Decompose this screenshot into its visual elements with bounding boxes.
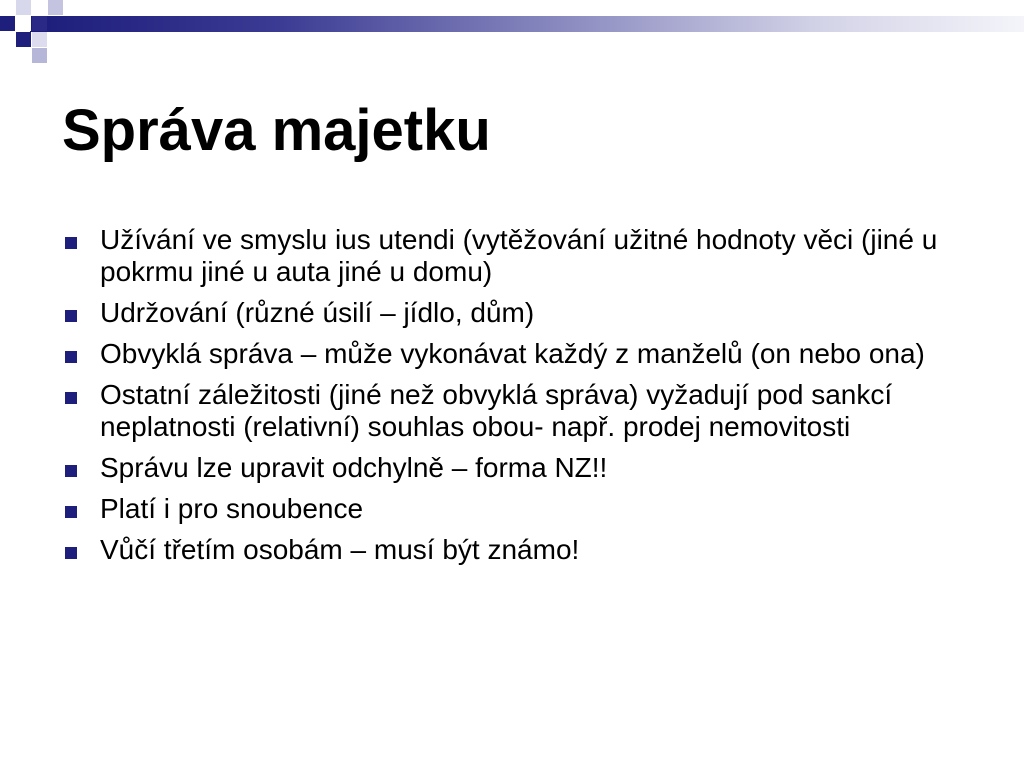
bullet-text: Vůčí třetím osobám – musí být známo! bbox=[100, 534, 580, 565]
bullet-item bbox=[62, 534, 972, 566]
square-bullet-icon bbox=[65, 237, 77, 249]
header-gradient-bar bbox=[30, 16, 1024, 32]
header-decor-square bbox=[0, 16, 15, 31]
bullet-text: Obvyklá správa – může vykonávat každý z manželů (on nebo ona) bbox=[100, 338, 925, 369]
slide-title: Správa majetku bbox=[62, 98, 491, 163]
bullet-item bbox=[62, 224, 972, 288]
header-decor-square bbox=[32, 16, 47, 31]
bullet-item bbox=[62, 452, 972, 484]
header-decor-square bbox=[16, 32, 31, 47]
bullet-list bbox=[62, 224, 972, 575]
header-decor-square bbox=[16, 16, 31, 31]
bullet-text: Udržování (různé úsilí – jídlo, dům) bbox=[100, 297, 535, 328]
header-decor-square bbox=[16, 0, 31, 15]
square-bullet-icon bbox=[65, 392, 77, 404]
header-decor-square bbox=[0, 0, 15, 15]
header-decor-square bbox=[32, 48, 47, 63]
header-decor-square bbox=[48, 0, 63, 15]
square-bullet-icon bbox=[65, 351, 77, 363]
square-bullet-icon bbox=[65, 465, 77, 477]
square-bullet-icon bbox=[65, 310, 77, 322]
bullet-item bbox=[62, 297, 972, 329]
bullet-text: Užívání ve smyslu ius utendi (vytěžování užitné hodnoty věci (jiné u pokrmu jiné u auta jiné u domu) bbox=[100, 224, 938, 287]
square-bullet-icon bbox=[65, 547, 77, 559]
bullet-text: Správu lze upravit odchylně – forma NZ!! bbox=[100, 452, 608, 483]
bullet-item bbox=[62, 493, 972, 525]
header-decor-square bbox=[32, 32, 47, 47]
bullet-item bbox=[62, 338, 972, 370]
square-bullet-icon bbox=[65, 506, 77, 518]
bullet-text: Ostatní záležitosti (jiné než obvyklá správa) vyžadují pod sankcí neplatnosti (relativní) souhlas obou- např. prodej nemovitosti bbox=[100, 379, 893, 442]
bullet-item bbox=[62, 379, 972, 443]
bullet-text: Platí i pro snoubence bbox=[100, 493, 364, 524]
